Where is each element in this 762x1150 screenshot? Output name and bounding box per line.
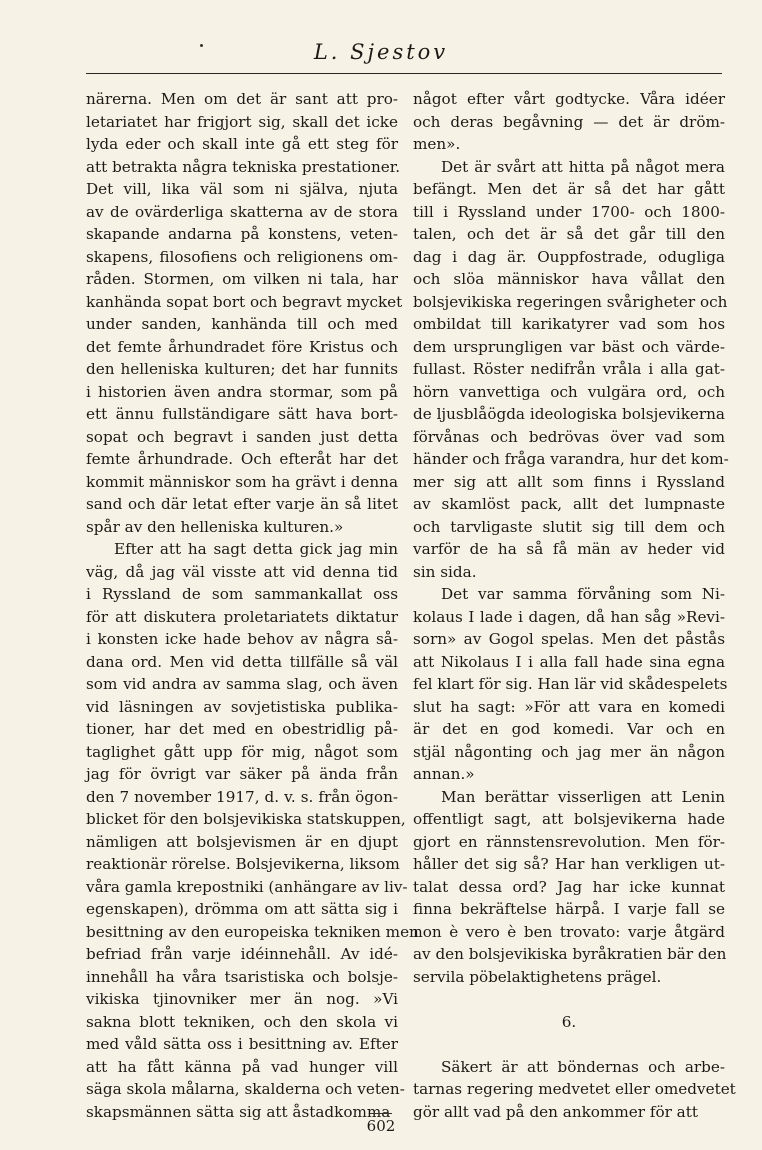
right-line: befängt. Men det är så det har gått (413, 180, 725, 198)
left-line: våra gamla krepostniki (anhängare av liv- (86, 877, 408, 896)
right-line: av den bolsjevikiska byråkratien bär den (413, 945, 727, 963)
left-line: egenskapen), drömma om att sätta sig i (86, 900, 398, 918)
right-line: hörn vanvettiga och vulgära ord, och (413, 382, 725, 401)
right-line: finna bekräftelse härpå. I varje fall se (413, 900, 725, 918)
left-line: ett ännu fullständigare sätt hava bort- (86, 405, 398, 423)
left-line: för att diskutera proletariatets diktatur (86, 607, 398, 626)
right-line: servila pöbelaktighetens prägel. (413, 967, 662, 986)
left-line: blicket för den bolsjevikiska statskuppen, (86, 810, 406, 828)
left-line: säga skola målarna, skalderna och veten- (86, 1080, 405, 1098)
right-line: något efter vårt godtycke. Våra idéer (413, 90, 725, 108)
left-line: i historien även andra stormar, som på (86, 382, 398, 401)
left-line: den 7 november 1917, d. v. s. från ögon- (86, 787, 398, 806)
left-line: lyda eder och skall inte gå ett steg för (86, 135, 398, 153)
right-line: varför de ha så få män av heder vid (413, 540, 725, 558)
right-line: ombildat till karikatyrer vad som hos (413, 315, 725, 333)
right-line: sorn» av Gogol spelas. Men det påstås (413, 630, 725, 648)
right-line: dem ursprungligen var bäst och värde- (413, 337, 725, 356)
left-line: Det vill, lika väl som ni själva, njuta (86, 180, 398, 198)
right-line: till i Ryssland under 1700- och 1800- (413, 202, 725, 221)
right-line: är det en god komedi. Var och en (413, 720, 725, 738)
left-line: femte århundrade. Och efteråt har det (86, 450, 398, 468)
left-line: letariatet har frigjort sig, skall det icke (86, 112, 398, 131)
left-line: spår av den helleniska kulturen.» (86, 517, 344, 536)
left-line: sand och där letat efter varje än så litet (86, 495, 398, 513)
right-line: dag i dag är. Ouppfostrade, odugliga (413, 247, 725, 266)
right-line: gjort en rännstensrevolution. Men för- (413, 832, 725, 851)
right-line: och slöa människor hava vållat den (413, 270, 725, 288)
right-line: Det var samma förvåning som Ni- (441, 585, 725, 603)
right-line: tarnas regering medvetet eller omedvetet (413, 1080, 736, 1098)
left-line: att betrakta några tekniska prestationer. (86, 157, 401, 176)
right-line: sin sida. (413, 562, 477, 581)
right-line: fel klart för sig. Han lär vid skådespelets (413, 675, 728, 693)
left-line: sakna blott tekniken, och den skola vi (86, 1012, 398, 1031)
page-number: 602 (366, 1117, 396, 1135)
left-line: vid läsningen av sovjetistiska publika- (86, 697, 398, 716)
left-line: den helleniska kulturen; det har funnits (86, 360, 398, 378)
left-line: skapsmännen sätta sig att åstadkomma (86, 1102, 391, 1121)
right-line: kolaus I lade i dagen, då han såg »Revi- (413, 607, 725, 626)
left-line: kanhända sopat bort och begravt mycket (86, 292, 403, 311)
left-line: tioner, har det med en obestridlig på- (86, 720, 398, 738)
right-line: annan.» (413, 765, 475, 783)
right-line (413, 988, 725, 1011)
left-line: i konsten icke hade behov av några så- (86, 630, 398, 648)
left-line: befriad från varje idéinnehåll. Av idé- (86, 945, 398, 963)
left-line: besittning av den europeiska tekniken men (86, 922, 419, 941)
folio-rule (370, 1113, 392, 1114)
right-line: att Nikolaus I i alla fall hade sina egna (413, 652, 725, 671)
right-line: mer sig att allt som finns i Ryssland (413, 472, 725, 491)
left-line: sopat och begravt i sanden just detta (86, 427, 398, 446)
right-line: offentligt sagt, att bolsjevikerna hade (413, 810, 725, 828)
left-line: nämligen att bolsjevismen är en djupt (86, 832, 398, 851)
left-line: under sanden, kanhända till och med (86, 315, 398, 333)
left-line: närerna. Men om det är sant att pro- (86, 90, 398, 108)
right-line: non è vero è ben trovato: varje åtgärd (413, 922, 725, 941)
left-line: taglighet gått upp för mig, något som (86, 742, 398, 761)
right-line: och deras begåvning — det är dröm- (413, 112, 725, 131)
right-line: Man berättar visserligen att Lenin (441, 787, 725, 806)
right-line: händer och fråga varandra, hur det kom- (413, 450, 729, 468)
right-column (413, 88, 736, 1123)
left-line: kommit människor som ha grävt i denna (86, 472, 398, 491)
left-line: vikiska tjinovniker mer än nog. »Vi (86, 990, 398, 1008)
right-line: de ljusblåögda ideologiska bolsjevikerna (413, 405, 725, 423)
right-line: Det är svårt att hitta på något mera (441, 157, 725, 176)
right-line: talen, och det är så det går till den (413, 225, 725, 243)
right-line: men». (413, 135, 461, 153)
left-line: skapens, filosofiens och religionens om- (86, 247, 398, 266)
header-rule (86, 73, 722, 74)
right-line: bolsjevikiska regeringen svårigheter och (413, 292, 728, 311)
left-line: skapande andarna på konstens, veten- (86, 225, 398, 243)
left-line: väg, då jag väl visste att vid denna tid (86, 562, 398, 581)
right-line: gör allt vad på den ankommer för att (413, 1102, 698, 1121)
right-line: Säkert är att böndernas och arbe- (441, 1057, 725, 1076)
left-line: dana ord. Men vid detta tillfälle så väl (86, 652, 398, 671)
left-line: i Ryssland de som sammankallat oss (86, 585, 398, 603)
left-line: Efter att ha sagt detta gick jag min (114, 540, 398, 558)
right-line: av skamlöst pack, allt det lumpnaste (413, 495, 725, 513)
right-line: 6. (561, 1012, 577, 1031)
right-line: och tarvligaste slutit sig till dem och (413, 517, 725, 536)
running-head: L. Sjestov (313, 40, 449, 64)
right-line: förvånas och bedrövas över vad som (413, 427, 725, 446)
left-line: det femte århundradet före Kristus och (86, 337, 398, 356)
left-line: som vid andra av samma slag, och även (86, 675, 398, 693)
right-line: slut ha sagt: »För att vara en komedi (413, 697, 725, 716)
left-line: av de ovärderliga skatterna av de stora (86, 202, 398, 221)
right-line: fullast. Röster nedifrån vråla i alla gat- (413, 360, 725, 378)
right-line: talat dessa ord? Jag har icke kunnat (413, 877, 725, 896)
left-line: med våld sätta oss i besittning av. Efter (86, 1035, 398, 1053)
right-line: håller det sig så? Har han verkligen ut- (413, 855, 725, 873)
left-line: reaktionär rörelse. Bolsjevikerna, liksom (86, 855, 400, 873)
left-line: att ha fått känna på vad hunger vill (86, 1057, 398, 1076)
right-line (413, 1033, 725, 1056)
left-line: jag för övrigt var säker på ända från (86, 765, 398, 783)
right-line: stjäl någonting och jag mer än någon (413, 742, 725, 761)
left-column (86, 88, 419, 1123)
left-line: innehåll ha våra tsaristiska och bolsje- (86, 967, 398, 986)
left-line: råden. Stormen, om vilken ni tala, har (86, 270, 398, 288)
